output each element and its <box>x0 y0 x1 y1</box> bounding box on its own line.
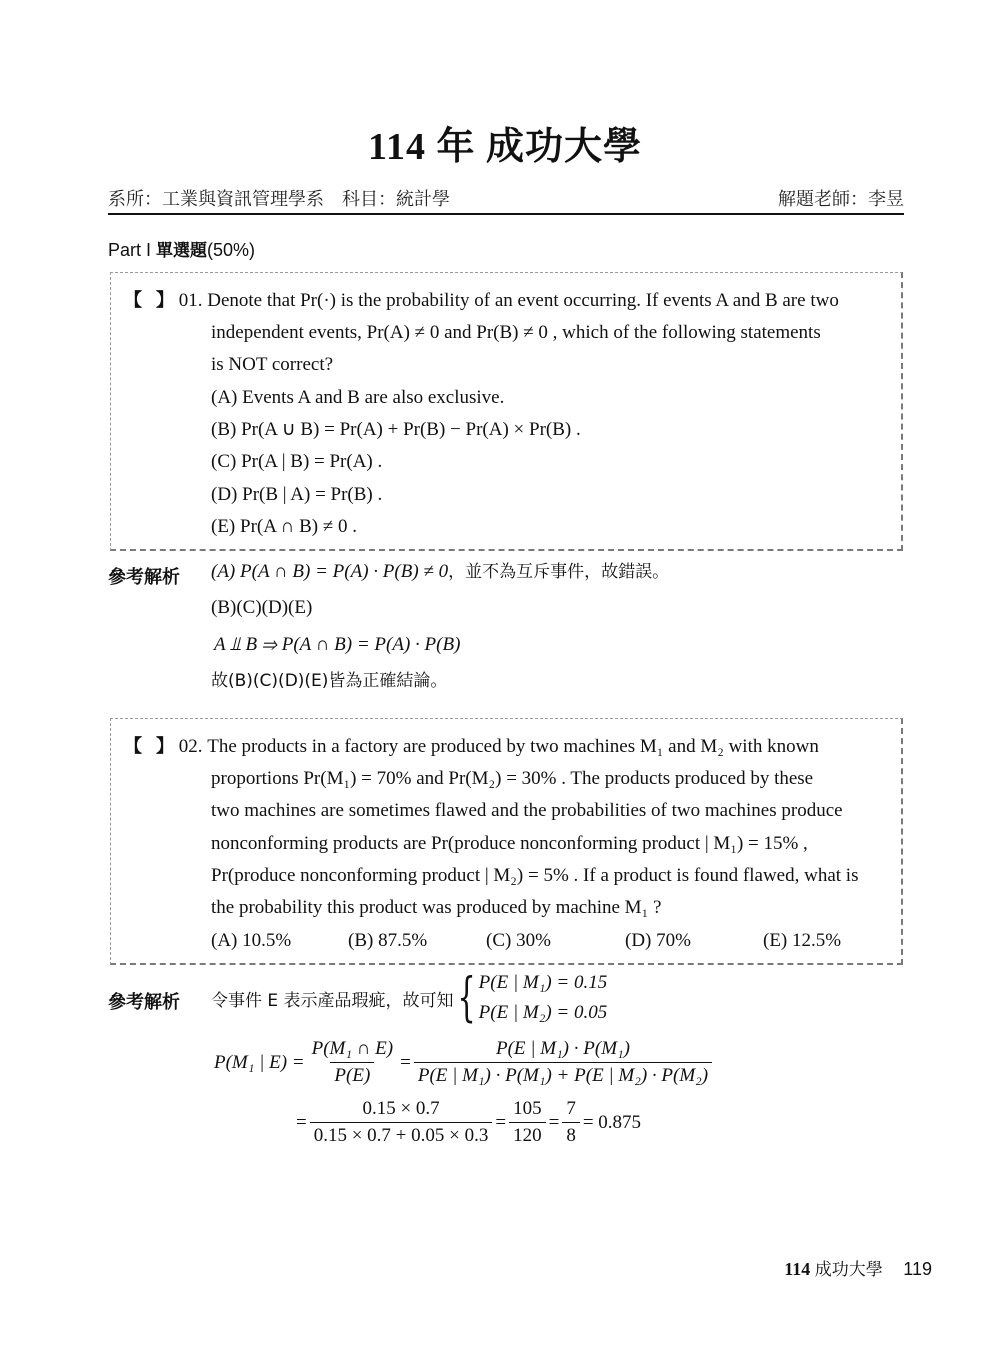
page-footer <box>784 1255 932 1280</box>
q2-line-1 <box>124 731 819 763</box>
fraction-2-num: P(E | M₁) · P(M₁) <box>495 1038 630 1059</box>
bayes-lhs: P(M₁ | E) = <box>214 1051 305 1073</box>
a1-line-3: A ⫫ B ⇒ P(A ∩ B) = P(A) · P(B) <box>214 634 461 655</box>
fraction-3-den: 0.15 × 0.7 + 0.05 × 0.3 <box>310 1122 493 1149</box>
q1-option-e: (E) Pr(A ∩ B) ≠ 0 . <box>211 516 358 537</box>
numeric-result <box>296 1096 641 1149</box>
q1-option-d: (D) Pr(B | A) = Pr(B) . <box>211 484 383 505</box>
a1-line-2: (B)(C)(D)(E) <box>211 597 313 618</box>
bayes-formula <box>214 1036 715 1089</box>
question-number: 01. <box>178 290 203 311</box>
q2-line-2: proportions Pr(M₁) = 70% and Pr(M₂) = 30% . The products produced by these <box>211 768 814 789</box>
fraction-2-den: P(E | M₁) · P(M₁) + P(E | M₂) · P(M₂) <box>414 1062 712 1089</box>
final-result: = 0.875 <box>582 1111 642 1133</box>
fraction-1-num: P(M₁ ∩ E) <box>311 1038 394 1059</box>
fraction-4-num: 105 <box>513 1098 542 1119</box>
q2-line-6: the probability this product was produced by machine M₁ ? <box>211 897 662 918</box>
equals: = <box>495 1111 507 1133</box>
fraction-3 <box>310 1096 493 1149</box>
q2-line-3: two machines are sometimes flawed and the probabilities of two machines produce <box>211 800 843 821</box>
department-subject: 系所：工業與資訊管理學系 科目：統計學 <box>108 189 450 210</box>
fraction-5 <box>562 1096 580 1149</box>
fraction-2 <box>414 1036 712 1089</box>
q2-option-b: (B) 87.5% <box>348 930 428 951</box>
instructor: 解題老師：李昱 <box>778 189 904 210</box>
q2-line-4: nonconforming products are Pr(produce nonconforming product | M₁) = 15% , <box>211 833 808 854</box>
a1-explanation: ，並不為互斥事件，故錯誤。 <box>448 562 670 582</box>
q2-text: The products in a factory are produced by two machines M₁ and M₂ with known <box>207 736 819 757</box>
equals: = <box>548 1111 560 1133</box>
part-prefix: Part I <box>108 240 152 260</box>
q1-line-3: is NOT correct? <box>211 354 334 375</box>
q1-line-2: independent events, Pr(A) ≠ 0 and Pr(B) ≠ 0 , which of the following statements <box>211 322 821 343</box>
part-title: 單選題 <box>156 241 208 261</box>
fraction-1 <box>308 1036 398 1089</box>
answer-label-1: 參考解析 <box>108 567 180 588</box>
q1-option-a: (A) Events A and B are also exclusive. <box>211 387 505 408</box>
a1-line-4: 故(B)(C)(D)(E)皆為正確結論。 <box>211 671 448 691</box>
q1-line-1 <box>124 285 839 317</box>
answer-bracket-open: 【 <box>124 290 142 311</box>
q2-option-c: (C) 30% <box>486 930 551 951</box>
q2-line-5: Pr(produce nonconforming product | M₂) = 5% . If a product is found flawed, what is <box>211 865 859 886</box>
answer-bracket-close: 】 <box>156 736 174 757</box>
a1-line-1 <box>211 556 669 588</box>
footer-year: 114 <box>784 1259 811 1279</box>
given-2: P(E | M₂) = 0.05 <box>478 1002 608 1023</box>
page-title: 114 年 成功大學 <box>368 126 642 168</box>
a1-math: (A) P(A ∩ B) = P(A) · P(B) ≠ 0 <box>211 561 449 582</box>
left-brace-icon: { <box>457 968 476 1028</box>
answer-bracket-close: 】 <box>156 290 174 311</box>
fraction-4-den: 120 <box>509 1122 546 1149</box>
q1-text: Denote that Pr(·) is the probability of an event occurring. If events A and B are two <box>207 290 839 311</box>
fraction-5-den: 8 <box>562 1122 580 1149</box>
q2-option-d: (D) 70% <box>625 930 691 951</box>
footer-university: 成功大學 <box>814 1260 883 1280</box>
part-heading <box>108 236 255 261</box>
q2-option-a: (A) 10.5% <box>211 930 292 951</box>
a2-intro: 令事件 E 表示產品瑕疵，故可知 <box>211 990 454 1011</box>
q1-option-c: (C) Pr(A | B) = Pr(A) . <box>211 451 383 472</box>
a2-given <box>211 968 607 1028</box>
fraction-3-num: 0.15 × 0.7 <box>362 1098 440 1119</box>
fraction-4 <box>509 1096 546 1149</box>
q1-option-b: (B) Pr(A ∪ B) = Pr(A) + Pr(B) − Pr(A) × Pr(B) . <box>211 419 581 440</box>
part-weight: (50%) <box>207 240 256 260</box>
page-number: 119 <box>903 1259 932 1279</box>
equals: = <box>296 1111 307 1133</box>
given-1: P(E | M₁) = 0.15 <box>478 972 608 993</box>
question-number: 02. <box>178 736 203 757</box>
answer-bracket-open: 【 <box>124 736 142 757</box>
fraction-1-den: P(E) <box>330 1062 374 1089</box>
q2-option-e: (E) 12.5% <box>763 930 842 951</box>
header-rule <box>108 213 904 215</box>
equals: = <box>400 1051 411 1073</box>
fraction-5-num: 7 <box>566 1098 576 1119</box>
answer-label-2: 參考解析 <box>108 992 180 1013</box>
